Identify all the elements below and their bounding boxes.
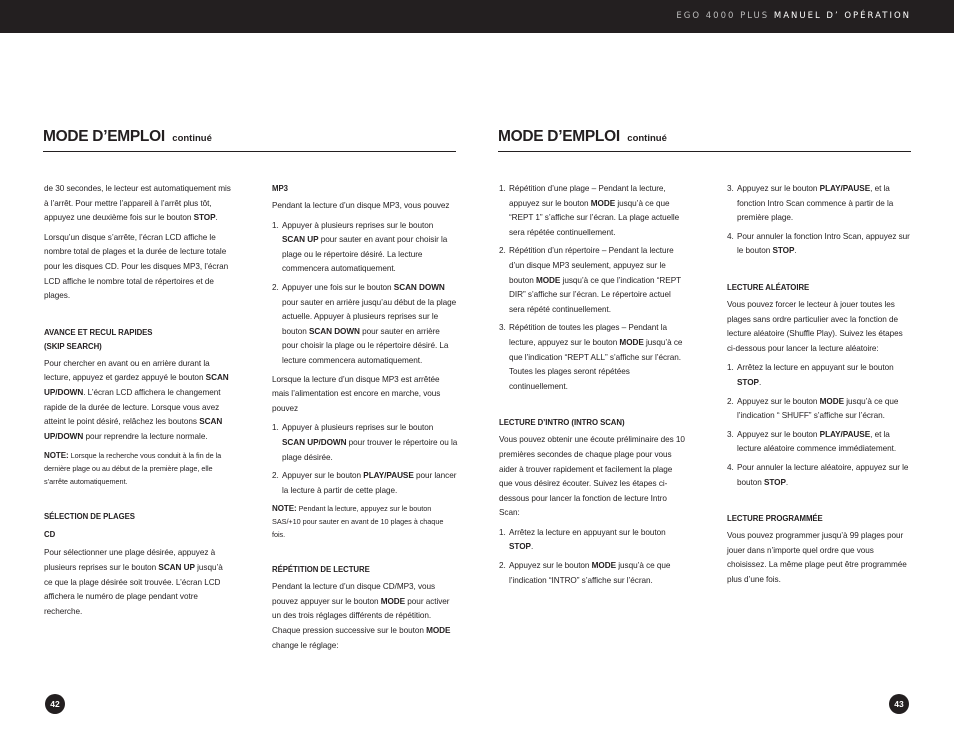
bold-term: STOP (772, 246, 795, 256)
note: NOTE: Pendant la lecture, appuyez sur le bouton SAS/+10 pour sauter en avant de 10 plages à chaque fois. (272, 504, 444, 540)
paragraph: Pour chercher en avant ou en arrière durant la lecture, appuyez et gardez appuyé le bouton SCAN UP/DOWN. L’écran LCD affichera le changement rapide de la durée de lecture. Lorsque vous avez atteint le point désiré, relâchez les boutons SCAN UP/DOWN pour reprendre la lecture normale. (44, 358, 229, 441)
subheading-line: (SKIP SEARCH) (44, 341, 102, 351)
list-item: 1. Répétition d’une plage – Pendant la lecture, appuyez sur le bouton MODE jusqu’à ce que “REPT 1” s’affiche sur l’écran. La plage actuelle sera répétée continuellement. (499, 184, 680, 237)
bold-term: STOP (763, 477, 786, 487)
paragraph: Pendant la lecture d’un disque MP3, vous pouvez (272, 201, 450, 210)
page-number-left: 42 (45, 694, 65, 714)
list-item: 1. Arrêtez la lecture en appuyant sur le bouton STOP. (727, 363, 894, 387)
column-3 (499, 182, 687, 592)
column-1 (44, 182, 232, 624)
list-number: 2. (499, 561, 506, 571)
bold-term: PLAY/PAUSE (819, 184, 871, 193)
header-brand (676, 11, 911, 21)
bold-term: STOP (737, 377, 759, 387)
paragraph: Vous pouvez forcer le lecteur à jouer toutes les plages sans ordre particulier avec la fonction de lecture aléatoire (Shuffle Play). Suivez les étapes ci-dessous pour lancer la lecture aléatoire: (727, 299, 903, 353)
list-item: 1. Appuyer à plusieurs reprises sur le bouton SCAN UP pour sauter en avant pour choisir la plage ou le répertoire désiré. La lecture commencera automatiquement. (272, 220, 448, 274)
column-2 (272, 182, 458, 658)
left-heading-title: MODE D’EMPLOI (43, 128, 165, 145)
list-item: 3. Appuyez sur le bouton PLAY/PAUSE, et la fonction Intro Scan commence à partir de la première plage. (727, 184, 894, 223)
bold-term: MODE (380, 596, 406, 606)
list-number: 2. (499, 246, 506, 256)
list-number: 1. (272, 423, 279, 433)
header-manual-label: MANUEL D’ OPÉRATION (773, 11, 911, 21)
list-number: 2. (272, 471, 279, 481)
list-item: 2. Appuyer une fois sur le bouton SCAN DOWN pour sauter en arrière jusqu’au début de la plage actuelle. Appuyer à plusieurs reprises sur le bouton SCAN DOWN pour sauter en arrière pour choisir la plage ou le répertoire désiré. La lecture commencera automatiquement. (272, 282, 457, 365)
subheading-line: AVANCE ET RECUL RAPIDES (44, 327, 153, 337)
paragraph: Lorsqu’un disque s’arrête, l’écran LCD affiche le nombre total de plages et la durée de lecture totale pour les disques CD. Pour les disques MP3, l’écran LCD affiche le nombre total de répertoires et de plages. (44, 232, 229, 301)
header-model: EGO 4000 PLUS (676, 11, 770, 21)
list-number: 4. (727, 462, 734, 472)
list-number: 1. (499, 527, 506, 537)
list-number: 4. (727, 231, 734, 241)
bold-term: MODE (819, 396, 845, 406)
list-number: 1. (727, 363, 734, 373)
bold-term: MODE (619, 337, 644, 347)
subheading-shuffle: LECTURE ALÉATOIRE (727, 282, 810, 292)
bold-term: SCAN DOWN (393, 282, 445, 292)
subheading-selection: SÉLECTION DE PLAGES (44, 512, 135, 522)
right-heading-suffix: continué (627, 133, 667, 144)
column-4 (727, 182, 913, 592)
bold-term: MODE (591, 561, 617, 571)
bold-term: PLAY/PAUSE (819, 429, 871, 439)
bold-term: SCAN UP (158, 562, 195, 572)
list-number: 2. (272, 282, 279, 292)
bold-term: STOP (509, 542, 531, 552)
list-number: 3. (499, 323, 506, 333)
list-item: 1. Appuyer à plusieurs reprises sur le bouton SCAN UP/DOWN pour trouver le répertoire ou la plage désirée. (272, 423, 458, 462)
list-number: 2. (727, 396, 734, 406)
list-item: 3. Appuyez sur le bouton PLAY/PAUSE, et la lecture aléatoire commence immédiatement. (727, 429, 897, 454)
list-number: 1. (499, 184, 506, 193)
list-item: 2. Appuyer sur le bouton PLAY/PAUSE pour lancer la lecture à partir de cette plage. (272, 471, 457, 495)
numbered-list (272, 421, 458, 498)
list-item: 2. Répétition d’un répertoire – Pendant la lecture d’un disque MP3 seulement, appuyez sur le bouton MODE jusqu’à ce que l’indication “REPT DIR” s’affiche sur l’écran. Le répertoire actuel sera répété continuellement. (499, 246, 681, 314)
left-section-heading (43, 128, 456, 152)
list-item: 1. Arrêtez la lecture en appuyant sur le bouton STOP. (499, 527, 666, 552)
numbered-list (727, 182, 913, 259)
subheading-program: LECTURE PROGRAMMÉE (727, 514, 823, 524)
numbered-list (499, 526, 687, 588)
bold-term: NOTE: (44, 451, 69, 461)
subheading-cd: CD (44, 530, 56, 540)
bold-term: SCAN UP/DOWN (44, 417, 223, 441)
subheading-intro: LECTURE D’INTRO (INTRO SCAN) (499, 418, 625, 428)
subheading-avance (44, 326, 232, 354)
list-item: 2. Appuyez sur le bouton MODE jusqu’à ce que l’indication “ SHUFF” s’affiche sur l’écran. (727, 396, 899, 421)
list-item: 3. Répétition de toutes les plages – Pendant la lecture, appuyez sur le bouton MODE jusqu’à ce que l’indication “REPT ALL” s’affiche sur l’écran. Toutes les plages seront répétées continuellement. (499, 323, 683, 391)
header-bar (0, 0, 954, 33)
page-number-right: 43 (889, 694, 909, 714)
list-item: 4. Pour annuler la fonction Intro Scan, appuyez sur le bouton STOP. (727, 231, 910, 256)
list-item: 2. Appuyez sur le bouton MODE jusqu’à ce que l’indication “INTRO” s’affiche sur l’écran. (499, 561, 671, 585)
list-number: 3. (727, 184, 734, 193)
right-heading-title: MODE D’EMPLOI (498, 128, 620, 145)
paragraph: Pendant la lecture d’un disque CD/MP3, vous pouvez appuyer sur le bouton MODE pour activer un des trois réglages différents de répétition. Chaque pression successive sur le bouton MODE change le réglage: (272, 582, 451, 650)
numbered-list (272, 219, 458, 369)
note: NOTE: Lorsque la recherche vous conduit à la fin de la dernière plage ou au début de la première plage, elle s’arrête automatiquement. (44, 451, 222, 487)
bold-term: SCAN UP/DOWN (282, 437, 347, 447)
bold-term: MODE (426, 626, 451, 636)
numbered-list (727, 361, 913, 490)
list-number: 1. (272, 220, 279, 230)
paragraph: Pour sélectionner une plage désirée, appuyez à plusieurs reprises sur le bouton SCAN UP jusqu’à ce que la plage désirée soit trouvée. L’écran LCD affichera le numéro de plage pendant votre recherche. (44, 548, 223, 616)
bold-term: SCAN UP/DOWN (44, 373, 229, 397)
bold-term: SCAN DOWN (308, 326, 360, 336)
subheading-mp3: MP3 (272, 184, 288, 193)
bold-term: MODE (535, 275, 561, 285)
paragraph: Lorsque la lecture d’un disque MP3 est arrêtée mais l’alimentation est encore en marche, vous pouvez (272, 374, 441, 413)
right-section-heading (498, 128, 911, 152)
bold-term: PLAY/PAUSE (363, 471, 414, 481)
paragraph: de 30 secondes, le lecteur est automatiquement mis à l’arrêt. Pour mettre l’appareil à l’arrêt plus tôt, appuyez une deuxième fois sur le bouton STOP. (44, 184, 231, 223)
left-heading-suffix: continué (172, 133, 212, 144)
list-number: 3. (727, 429, 734, 439)
bold-term: SCAN UP (282, 235, 319, 245)
list-item: 4. Pour annuler la lecture aléatoire, appuyez sur le bouton STOP. (727, 462, 909, 487)
bold-term: NOTE: (272, 504, 297, 514)
subheading-repetition: RÉPÉTITION DE LECTURE (272, 565, 370, 575)
numbered-list (499, 182, 687, 394)
paragraph: Vous pouvez programmer jusqu’à 99 plages pour jouer dans n’importe quel ordre que vous choisissez. La même plage peut être programmée plus d’une fois. (727, 531, 907, 584)
bold-term: STOP (193, 213, 216, 223)
paragraph: Vous pouvez obtenir une écoute préliminaire des 10 premières secondes de chaque plage pour vous aider à trouver rapidement et facilement la plage que vous désirez écouter. Suivez les étapes ci-dessous pour lancer la fonction de lecture Intro Scan: (499, 435, 685, 518)
bold-term: MODE (590, 198, 616, 208)
